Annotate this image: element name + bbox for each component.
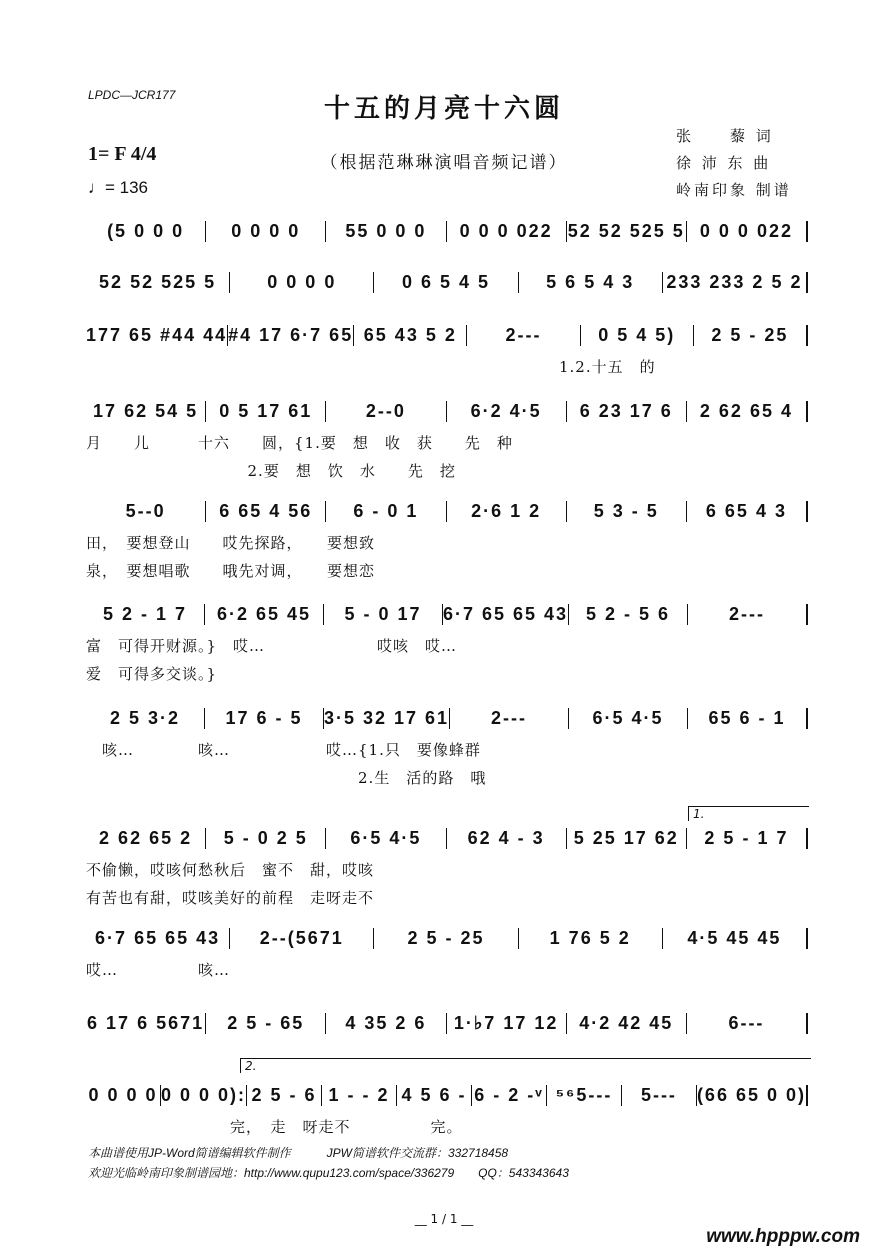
measure: 65 43 5 2 <box>354 325 467 346</box>
measure: 2·6 1 2 <box>447 501 567 522</box>
measure: 2 5 - 65 <box>206 1013 326 1034</box>
measure: 1·♭7 17 12 <box>447 1013 567 1034</box>
notation-line <box>86 322 808 348</box>
measure: 2 5 - 25 <box>374 928 518 949</box>
lyric-line: 咳… 咳… 哎…{1.只 要像蜂群 <box>86 741 481 759</box>
lyric-line: 完， 走 呀走不 完。 <box>86 1118 463 1136</box>
measure: 6 17 6 5671 <box>86 1013 206 1034</box>
measure: 5 3 - 5 <box>567 501 687 522</box>
second-ending: 2. <box>240 1058 811 1073</box>
measure: 3·5 32 17 61 <box>323 707 450 728</box>
measure: 0 6 5 4 5 <box>374 272 518 293</box>
notation-line <box>86 1082 808 1108</box>
measure: 52 52 525 5 <box>86 272 230 293</box>
lyric-line: 2.生 活的路 哦 <box>86 769 487 787</box>
measure: 6 65 4 56 <box>206 501 326 522</box>
measure: 6 - 0 1 <box>326 501 446 522</box>
measure: 0 0 0 0 <box>86 1085 161 1106</box>
lyric-line: 不偷懒，哎咳何愁秋后 蜜不 甜，哎咳 <box>86 861 375 879</box>
measure: (66 65 0 0) <box>696 1084 806 1105</box>
lyric-line: 哎… 咳… <box>86 961 231 979</box>
measure: 0 0 0 022 <box>447 221 567 242</box>
measure: 2--- <box>467 325 580 346</box>
notation-line <box>86 705 808 731</box>
measure: 6·7 65 65 43 <box>442 603 569 624</box>
lyric-line: 2.要 想 饮 水 先 挖 <box>86 462 456 480</box>
measure: 6·5 4·5 <box>569 708 688 729</box>
notation-line <box>86 825 808 851</box>
lyric-line: 有苦也有甜，哎咳美好的前程 走呀走不 <box>86 889 375 907</box>
measure: 52 52 525 5 <box>567 221 687 242</box>
measure: 0 0 0 0): <box>160 1084 247 1105</box>
measure: 2 5 - 6 <box>247 1085 322 1106</box>
footer-line-1: 本曲谱使用JP-Word简谱编辑软件制作 JPW简谱软件交流群：332718458 <box>88 1146 509 1160</box>
song-title: 十五的月亮十六圆 <box>323 94 564 124</box>
measure: 17 6 - 5 <box>205 708 324 729</box>
measure: 5--0 <box>86 501 206 522</box>
measure: 6 23 17 6 <box>567 401 687 422</box>
measure: 6 65 4 3 <box>687 501 808 522</box>
measure: 0 5 17 61 <box>206 401 326 422</box>
lyric-line: 富 可得开财源。} 哎… 哎咳 哎… <box>86 637 458 655</box>
page-number: __ 1 / 1 __ <box>414 1212 474 1226</box>
measure: 5 - 0 17 <box>324 604 443 625</box>
measure: 5 25 17 62 <box>567 828 687 849</box>
measure: 2--- <box>688 604 808 625</box>
notation-line <box>86 601 808 627</box>
measure: #4 17 6·7 65 <box>228 324 354 345</box>
measure: 2--0 <box>326 401 446 422</box>
lyric-line: 1.2.十五 的 <box>86 358 656 376</box>
measure: 5 2 - 1 7 <box>86 604 205 625</box>
measure: 2 5 - 25 <box>694 325 808 346</box>
measure: 17 62 54 5 <box>86 401 206 422</box>
measure: 2 62 65 2 <box>86 828 206 849</box>
measure: 2 5 3·2 <box>86 708 205 729</box>
measure: 233 233 2 5 2 <box>663 272 808 293</box>
arranger: 岭南印象 制谱 <box>676 181 792 199</box>
measure: 2--- <box>450 708 569 729</box>
footer-line-2: 欢迎光临岭南印象制谱园地：http://www.qupu123.com/space/336279 QQ：543343643 <box>88 1166 569 1180</box>
measure: 2--(5671 <box>230 928 374 949</box>
measure: 1 76 5 2 <box>519 928 663 949</box>
measure: 55 0 0 0 <box>326 221 446 242</box>
measure: ⁵⁶5--- <box>547 1085 622 1106</box>
measure: 5 2 - 5 6 <box>569 604 688 625</box>
notation-line <box>86 269 808 295</box>
subtitle: （根据范琳琳演唱音频记谱） <box>320 153 568 173</box>
notation-line <box>86 1010 808 1036</box>
measure: 2 62 65 4 <box>687 401 808 422</box>
measure: 4·2 42 45 <box>567 1013 687 1034</box>
score-code: LPDC—JCR177 <box>88 88 176 102</box>
measure: 65 6 - 1 <box>688 708 808 729</box>
measure: 5 - 0 2 5 <box>206 828 326 849</box>
measure: 4 5 6 - <box>397 1085 472 1106</box>
measure: (5 0 0 0 <box>86 221 206 242</box>
measure: 0 0 0 0 <box>230 272 374 293</box>
lyric-line: 田， 要想登山 哎先探路， 要想致 <box>86 534 376 552</box>
lyric-line: 爱 可得多交谈。} <box>86 665 218 683</box>
lyric-line: 月 儿 十六 圆，{1.要 想 收 获 先 种 <box>86 434 513 452</box>
notation-line <box>86 925 808 951</box>
measure: 1 - - 2 <box>322 1085 397 1106</box>
measure: 5--- <box>622 1085 697 1106</box>
measure: 4 35 2 6 <box>326 1013 446 1034</box>
measure: 5 6 5 4 3 <box>519 272 663 293</box>
measure: 6·5 4·5 <box>326 828 446 849</box>
measure: 0 5 4 5) <box>581 325 694 346</box>
measure: 6·2 4·5 <box>447 401 567 422</box>
tempo-marking: ♩= 136 <box>88 178 149 197</box>
notation-line <box>86 398 808 424</box>
measure: 0 0 0 0 <box>206 221 326 242</box>
measure: 6·2 65 45 <box>205 604 324 625</box>
measure: 6--- <box>687 1013 808 1034</box>
credits <box>676 123 792 204</box>
notation-line <box>86 218 808 244</box>
measure: 62 4 - 3 <box>447 828 567 849</box>
measure: 177 65 #44 44 <box>86 324 228 345</box>
notation-line <box>86 498 808 524</box>
measure: 0 0 0 022 <box>687 221 808 242</box>
lyric-line: 泉， 要想唱歌 哦先对调， 要想恋 <box>86 562 376 580</box>
first-ending: 1. <box>688 806 809 821</box>
measure: 4·5 45 45 <box>663 928 808 949</box>
composer: 徐 沛 东 曲 <box>676 154 772 172</box>
lyricist: 张 藜 词 <box>676 127 774 145</box>
watermark: www.hpppw.com <box>706 1226 860 1247</box>
measure: 6 - 2 -ᵛ <box>472 1085 547 1106</box>
measure: 2 5 - 1 7 <box>687 828 808 849</box>
key-signature: 1= F 4/4 <box>88 143 157 165</box>
measure: 6·7 65 65 43 <box>86 928 230 949</box>
